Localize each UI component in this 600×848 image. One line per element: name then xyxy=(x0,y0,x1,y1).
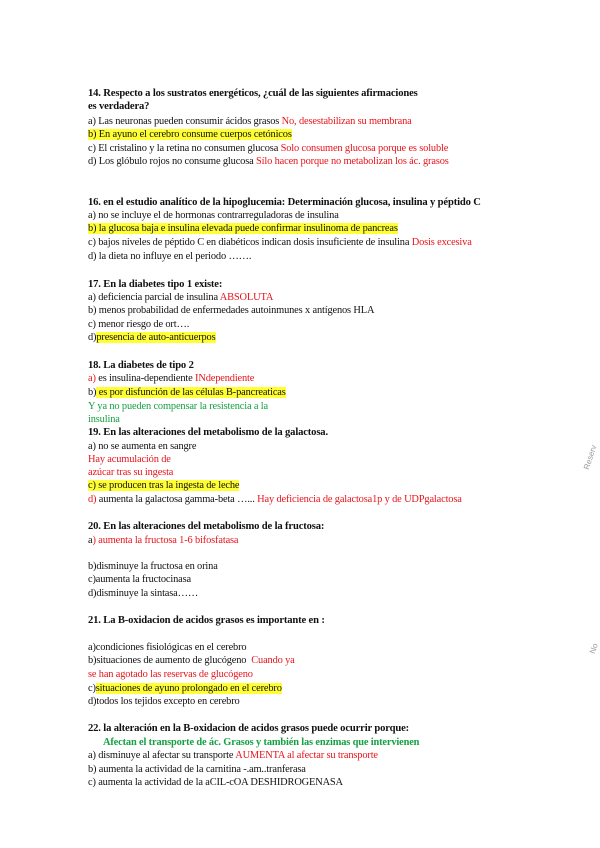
q17-a-note: ABSOLUTA xyxy=(219,292,274,303)
q14-option-a: a) Las neuronas pueden consumir ácidos grasos No, desestabilizan su membrana xyxy=(88,116,412,127)
q22-option-c: c) aumenta la actividad de la aCIL-cOA DESHIDROGENASA xyxy=(88,777,343,788)
q14-option-b: b) En ayuno el cerebro consume cuerpos cetónicos xyxy=(88,129,292,140)
q19-a-note-line1: Hay acumulación de xyxy=(88,454,171,465)
q21-option-c: c)situaciones de ayuno prolongado en el cerebro xyxy=(88,683,282,694)
q17-option-d: d)presencia de auto-anticuerpos xyxy=(88,332,216,343)
q14-d-note: Sílo hacen porque no metabolizan los ác. grasos xyxy=(256,156,449,167)
watermark-fragment-top: Reserv xyxy=(582,443,599,471)
q21-title: 21. La B-oxidacion de acidos grasos es importante en : xyxy=(88,615,325,626)
q17-option-b: b) menos probabilidad de enfermedades autoinmunes x antígenos HLA xyxy=(88,305,375,316)
q18-option-a: a) es insulina-dependiente INdependiente xyxy=(88,373,255,384)
q17-title: 17. En la diabetes tipo 1 existe: xyxy=(88,279,223,290)
q22-title: 22. la alteración en la B-oxidacion de acidos grasos puede ocurrir porque: xyxy=(88,723,410,734)
q14-c-note: Solo consumen glucosa porque es soluble xyxy=(280,143,449,154)
q19-option-c: c) se producen tras la ingesta de leche xyxy=(88,480,240,491)
q18-note-line1: Y ya no pueden compensar la resistencia a la xyxy=(88,401,268,412)
q20-option-c: c)aumenta la fructocinasa xyxy=(88,574,191,585)
q20-option-a: a) aumenta la fructosa 1-6 bifosfatasa xyxy=(88,535,239,546)
q16-option-c: c) bajos niveles de péptido C en diabéticos indican dosis insuficiente de insulina Dosis excesiva xyxy=(88,237,472,248)
q18-option-b: b) es por disfunción de las células B-pancreaticas xyxy=(88,387,286,398)
q19-a-note-line2: azúcar tras su ingesta xyxy=(88,467,174,478)
q16-title: 16. en el estudio analítico de la hipoglucemia: Determinación glucosa, insulina y péptido C xyxy=(88,197,481,208)
q20-option-d: d)disminuye la sintasa…… xyxy=(88,588,199,599)
q18-note-line2: insulina xyxy=(88,414,120,425)
q14-title: 14. Respecto a los sustratos energéticos, ¿cuál de las siguientes afirmaciones xyxy=(88,88,418,99)
q21-option-b: b)situaciones de aumento de glucógeno Cuando ya xyxy=(88,655,295,666)
q14-a-note: No, desestabilizan su membrana xyxy=(281,116,412,127)
q16-option-a: a) no se incluye el de hormonas contrarreguladoras de insulina xyxy=(88,210,339,221)
q22-option-b: b) aumenta la actividad de la carnitina -.am..tranferasa xyxy=(88,764,306,775)
q20-title: 20. En las alteraciones del metabolismo de la fructosa: xyxy=(88,521,325,532)
q14-title-cont: es verdadera? xyxy=(88,101,150,112)
q19-option-d: d) aumenta la galactosa gamma-beta …... Hay deficiencia de galactosa1p y de UDPgalactosa xyxy=(88,494,462,505)
q18-a-note: INdependiente xyxy=(195,373,255,384)
watermark-fragment-bottom: No xyxy=(588,642,600,655)
q21-option-d: d)todos los tejidos excepto en cerebro xyxy=(88,696,240,707)
q22-a-note: AUMENTA al afectar su transporte xyxy=(235,750,378,761)
q19-option-a: a) no se aumenta en sangre xyxy=(88,441,197,452)
q16-option-b: b) la glucosa baja e insulina elevada puede confirmar insulinoma de pancreas xyxy=(88,223,398,234)
q19-d-note: Hay deficiencia de galactosa1p y de UDPgalactosa xyxy=(257,494,462,505)
q21-option-a: a)condiciones fisiológicas en el cerebro xyxy=(88,642,247,653)
q17-option-c: c) menor riesgo de ort…. xyxy=(88,319,190,330)
q20-option-b: b)disminuye la fructosa en orina xyxy=(88,561,218,572)
q17-option-a: a) deficiencia parcial de insulina ABSOLUTA xyxy=(88,292,274,303)
q21-b-note-line2: se han agotado las reservas de glucógeno xyxy=(88,669,253,680)
q14-option-d: d) Los glóbulo rojos no consume glucosa Sílo hacen porque no metabolizan los ác. grasos xyxy=(88,156,449,167)
q16-c-note: Dosis excesiva xyxy=(411,237,472,248)
q16-option-d: d) la dieta no influye en el periodo ……. xyxy=(88,251,252,262)
q21-b-note: Cuando ya xyxy=(251,655,295,666)
q14-option-c: c) El cristalino y la retina no consumen glucosa Solo consumen glucosa porque es soluble xyxy=(88,143,449,154)
q22-option-a: a) disminuye al afectar su transporte AUMENTA al afectar su transporte xyxy=(88,750,378,761)
q19-title: 19. En las alteraciones del metabolismo de la galactosa. xyxy=(88,427,328,438)
q22-note: Afectan el transporte de ác. Grasos y también las enzimas que intervienen xyxy=(103,737,420,748)
q18-title: 18. La diabetes de tipo 2 xyxy=(88,360,194,371)
